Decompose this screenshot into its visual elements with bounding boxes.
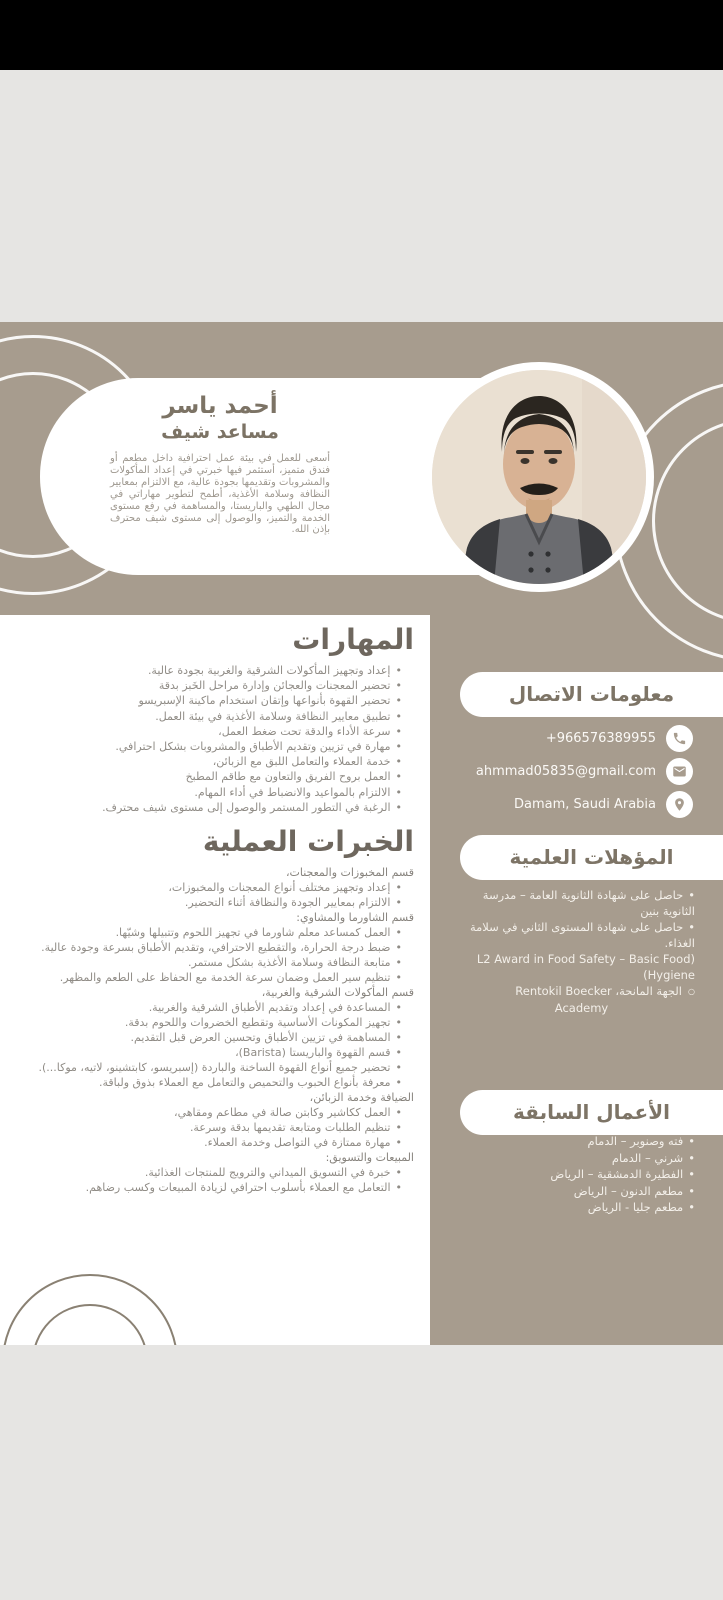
experience-group-label: الضيافة وخدمة الزبائن، [309, 1091, 414, 1105]
experience-heading: الخبرات العملية [202, 825, 414, 859]
experience-item: • مهارة ممتازة في التواصل وخدمة العملاء. [10, 1135, 402, 1150]
skill-item: • الرغبة في التطور المستمر والوصول إلى مستوى شيف محترف. [10, 800, 402, 815]
skill-item: • العمل بروح الفريق والتعاون مع طاقم المطبخ [10, 769, 402, 784]
previous-work-item: • مطعم الدنون – الرياض [460, 1183, 695, 1200]
experience-item: • تنظيم الطلبات ومتابعة تقديمها بدقة وسرعة. [10, 1120, 402, 1135]
certificate-issuer-academy: Academy [554, 1001, 609, 1015]
previous-works-list [460, 1133, 695, 1216]
experience-item: • العمل ككاشير وكابتن صالة في مطاعم ومقاهي، [10, 1105, 402, 1120]
sidebar [430, 615, 723, 1345]
skill-item: • الالتزام بالمواعيد والانضباط في أداء المهام. [10, 785, 402, 800]
education-heading: المؤهلات العلمية [460, 835, 723, 880]
candidate-job-title: مساعد شيف [161, 421, 279, 443]
experience-group-items [10, 1105, 414, 1150]
experience-item: • التعامل مع العملاء بأسلوب احترافي لزيادة المبيعات وكسب رضاهم. [10, 1180, 402, 1195]
experience-item: • متابعة النظافة وسلامة الأغذية بشكل مستمر. [10, 955, 402, 970]
experience-group-items [10, 1165, 414, 1195]
experience-group-label: المبيعات والتسويق: [325, 1151, 414, 1165]
experience-item: • المساهمة في تزيين الأطباق وتحسين العرض قبل التقديم. [10, 1030, 402, 1045]
experience-item: • تجهيز المكونات الأساسية وتقطيع الخضروات واللحوم بدقة. [10, 1015, 402, 1030]
experience-group-label: قسم الشاورما والمشاوي: [296, 911, 414, 925]
profile-summary: أسعى للعمل في بيئة عمل احترافية داخل مطعم أو فندق متميز، أستثمر فيها خبرتي في إعداد المأكولات والمشروبات وتقديمها بجودة عالية، مع الالتزام بمعايير النظافة وسلامة الأغذية، أطمح لتطوير مهاراتي في مجال الطهي والباريستا، والمساهمة في رفع مستوى الخدمة والتميز، والوصول إلى مستوى شيف محترف بإذن الله. [110, 453, 330, 536]
skills-list [10, 663, 414, 815]
experience-group-items [10, 925, 414, 985]
experience-group-label: قسم المأكولات الشرقية والغربية، [261, 986, 414, 1000]
main-content-panel [0, 615, 430, 1345]
experience-item: • خبرة في التسويق الميداني والترويج للمنتجات الغذائية. [10, 1165, 402, 1180]
skills-heading: المهارات [292, 623, 414, 656]
location-text: Damam, Saudi Arabia [513, 797, 656, 812]
experience-group-items [10, 1000, 414, 1090]
experience-group-label: قسم المخبوزات والمعجنات، [285, 866, 414, 880]
experience-item: • الالتزام بمعايير الجودة والنظافة أثناء التحضير. [10, 895, 402, 910]
contact-heading: معلومات الاتصال [460, 672, 723, 717]
experience-item: • تنظيم سير العمل وضمان سرعة الخدمة مع الحفاظ على الطعم والمظهر. [10, 970, 402, 985]
previous-work-item: • الفطيرة الدمشقية – الرياض [460, 1166, 695, 1183]
previous-works-heading: الأعمال السابقة [460, 1090, 723, 1135]
contact-location-row [514, 791, 693, 818]
contact-phone-row [546, 725, 693, 752]
skill-item: • خدمة العملاء والتعامل اللبق مع الزبائن، [10, 754, 402, 769]
skill-item: • تحضير المعجنات والعجائن وإدارة مراحل الخَبز بدقة [10, 678, 402, 693]
person-portrait-illustration [432, 370, 646, 584]
phone-number: +966576389955 [545, 731, 656, 746]
certificate-issuer: ○ الجهة المانحة، Rentokil Boecker [468, 983, 695, 1000]
contact-email-row [476, 758, 693, 785]
profile-photo [424, 362, 654, 592]
email-icon [666, 758, 693, 785]
phone-icon [666, 725, 693, 752]
candidate-name: أحمد ياسر [162, 393, 278, 419]
skill-item: • تحضير القهوة بأنواعها وإتقان استخدام ماكينة الإسبريسو [10, 693, 402, 708]
top-gray-area [0, 70, 723, 322]
previous-work-item: • فته وصنوبر – الدمام [460, 1133, 695, 1150]
education-item: • حاصل على شهادة المستوى الثاني في سلامة الغذاء. [468, 919, 695, 951]
experience-item: • المساعدة في إعداد وتقديم الأطباق الشرقية والغربية. [10, 1000, 402, 1015]
experience-item: • تحضير جميع أنواع القهوة الساخنة والباردة (إسبريسو، كابتشينو، لاتيه، موكا...). [10, 1060, 402, 1075]
education-list [468, 887, 695, 1016]
top-letterbox [0, 0, 723, 70]
experience-item: • إعداد وتجهيز مختلف أنواع المعجنات والمخبوزات، [10, 880, 402, 895]
certificate-line: (Hygiene [643, 968, 695, 982]
experience-item: • ضبط درجة الحرارة، والتقطيع الاحترافي، وتقديم الأطباق بسرعة وجودة عالية. [10, 940, 402, 955]
previous-work-item: • شرني – الدمام [460, 1150, 695, 1167]
education-item: • حاصل على شهادة الثانوية العامة – مدرسة الثانوية بنين [468, 887, 695, 919]
certificate-line: L2 Award in Food Safety – Basic Food) [476, 952, 695, 966]
header-text-block [110, 392, 330, 536]
bottom-gray-area [0, 1345, 723, 1600]
skill-item: • إعداد وتجهيز المأكولات الشرقية والغربية بجودة عالية. [10, 663, 402, 678]
skill-item: • مهارة في تزيين وتقديم الأطباق والمشروبات بشكل احترافي. [10, 739, 402, 754]
previous-work-item: • مطعم جليا - الرياض [460, 1199, 695, 1216]
skill-item: • سرعة الأداء والدقة تحت ضغط العمل، [10, 724, 402, 739]
experience-item: • العمل كمساعد معلم شاورما في تجهيز اللحوم وتتبيلها وشيّها. [10, 925, 402, 940]
experience-group-items [10, 880, 414, 910]
experience-item: • قسم القهوة والباريستا (Barista)، [10, 1045, 402, 1060]
location-pin-icon [666, 791, 693, 818]
email-address: ahmmad05835@gmail.com [475, 764, 656, 779]
skill-item: • تطبيق معايير النظافة وسلامة الأغذية في بيئة العمل. [10, 709, 402, 724]
experience-item: • معرفة بأنواع الحبوب والتحميص والتعامل مع العملاء بذوق ولباقة. [10, 1075, 402, 1090]
